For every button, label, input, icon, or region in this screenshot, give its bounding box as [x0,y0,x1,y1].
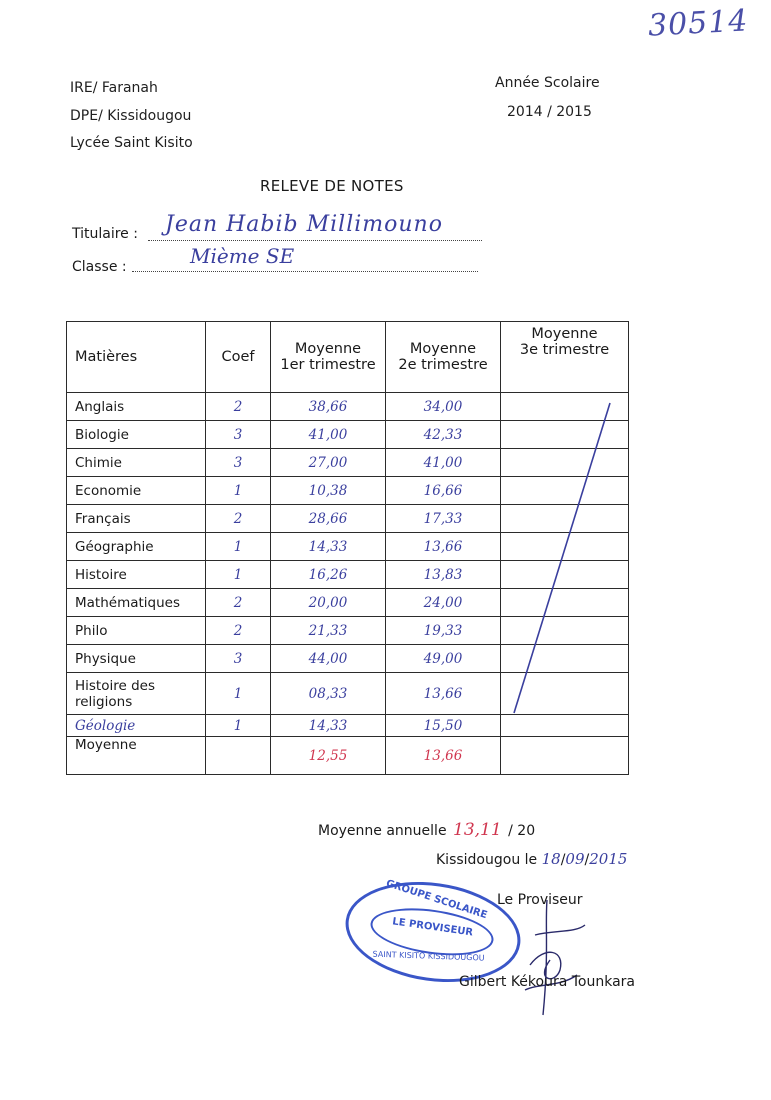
t2-cell: 13,83 [386,561,501,589]
subject-cell: Economie [67,477,206,505]
trimester3-strike-line [500,395,625,720]
t1-cell: 41,00 [271,421,386,449]
t2-cell: 17,33 [386,505,501,533]
coef-cell: 2 [206,589,271,617]
coef-cell: 2 [206,393,271,421]
document-number: 30514 [647,3,750,44]
t1-cell: 38,66 [271,393,386,421]
stamp-bottom-text: SAINT KISITO KISSIDOUGOU [372,949,485,963]
annual-average-value: 13,11 [453,820,502,840]
signature-date: Kissidougou le 18/09/2015 [436,850,628,868]
t2-cell: 19,33 [386,617,501,645]
titulaire-dotted-line [148,240,482,241]
coef-cell: 1 [206,533,271,561]
header-matieres: Matières [67,322,206,393]
t1-cell: 28,66 [271,505,386,533]
header-ire: IRE/ Faranah [70,80,158,96]
date-month: 09 [565,850,585,868]
proviseur-name: Gilbert Kékoura Tounkara [459,974,636,990]
t1-cell: 10,38 [271,477,386,505]
titulaire-value: Jean Habib Millimouno [165,212,443,237]
subject-cell: Anglais [67,393,206,421]
moyenne-row [67,737,629,775]
t2-cell: 15,50 [386,715,501,737]
t1-cell: 27,00 [271,449,386,477]
subject-cell: Biologie [67,421,206,449]
coef-cell: 3 [206,449,271,477]
date-day: 18 [541,850,561,868]
annual-average [318,820,535,840]
t2-cell: 49,00 [386,645,501,673]
table-header-row [67,322,629,393]
subject-cell: Philo [67,617,206,645]
classe-label: Classe : [72,259,127,275]
annual-average-suffix: / 20 [508,823,536,839]
coef-cell: 1 [206,673,271,715]
t1-cell: 16,26 [271,561,386,589]
coef-cell: 2 [206,617,271,645]
header-coef: Coef [206,322,271,393]
place-label: Kissidougou le [436,852,538,868]
moyenne-t2: 13,66 [386,737,501,775]
titulaire-label: Titulaire : [72,226,138,242]
moyenne-t3 [501,737,629,775]
subject-cell: Mathématiques [67,589,206,617]
coef-cell: 3 [206,645,271,673]
subject-cell: Histoire [67,561,206,589]
subject-cell: Physique [67,645,206,673]
coef-cell: 1 [206,477,271,505]
t2-cell: 42,33 [386,421,501,449]
subject-cell: Histoire des religions [67,673,206,715]
document-title: RELEVE DE NOTES [260,177,404,195]
coef-cell: 2 [206,505,271,533]
t2-cell: 41,00 [386,449,501,477]
moyenne-label: Moyenne [67,737,206,775]
t2-cell: 16,66 [386,477,501,505]
subject-cell: Géographie [67,533,206,561]
t1-cell: 14,33 [271,715,386,737]
header-school: Lycée Saint Kisito [70,135,193,151]
school-year-label: Année Scolaire [495,75,600,91]
header-t1: Moyenne 1er trimestre [271,322,386,393]
subject-cell: Français [67,505,206,533]
signature [505,895,595,1025]
proviseur-label: Le Proviseur [497,892,583,908]
t2-cell: 24,00 [386,589,501,617]
t1-cell: 44,00 [271,645,386,673]
classe-dotted-line [132,271,478,272]
t2-cell: 13,66 [386,673,501,715]
t2-cell: 13,66 [386,533,501,561]
stamp-middle-text: LE PROVISEUR [391,916,474,939]
t2-cell: 34,00 [386,393,501,421]
t1-cell: 20,00 [271,589,386,617]
coef-cell: 1 [206,715,271,737]
coef-cell: 1 [206,561,271,589]
classe-value: Mième SE [190,244,295,268]
subject-cell: Géologie [67,715,206,737]
date-year: 2015 [589,850,628,868]
annual-average-label: Moyenne annuelle [318,823,447,839]
subject-cell: Chimie [67,449,206,477]
header-dpe: DPE/ Kissidougou [70,108,192,124]
moyenne-coef-cell [206,737,271,775]
header-t3: Moyenne 3e trimestre [501,322,629,393]
coef-cell: 3 [206,421,271,449]
t1-cell: 21,33 [271,617,386,645]
school-year-value: 2014 / 2015 [507,104,592,120]
t1-cell: 14,33 [271,533,386,561]
stamp-top-text: GROUPE SCOLAIRE [384,878,489,922]
t1-cell: 08,33 [271,673,386,715]
header-t2: Moyenne 2e trimestre [386,322,501,393]
moyenne-t1: 12,55 [271,737,386,775]
